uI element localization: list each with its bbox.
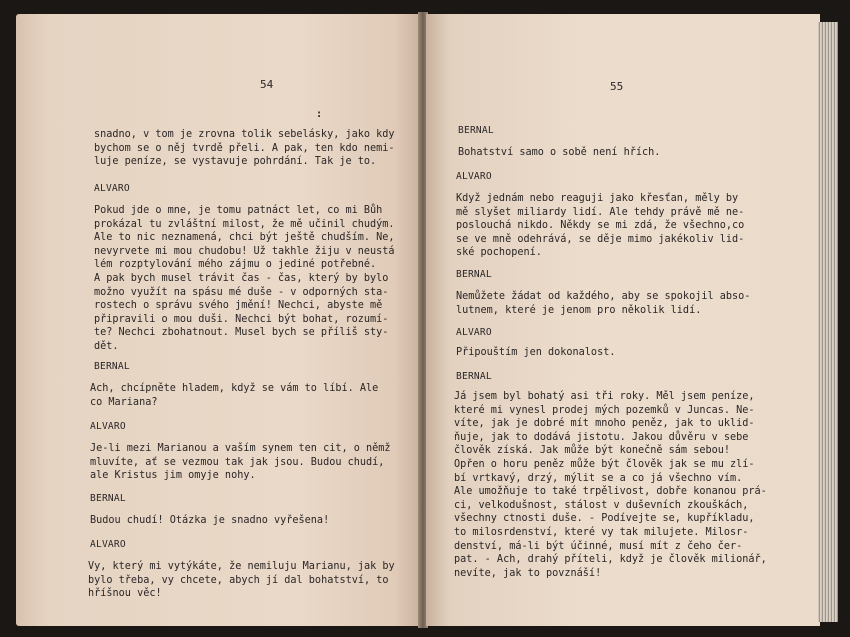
line: ci, velkodušnost, stálost v duševních zkouškách, (454, 499, 749, 511)
paragraph (456, 346, 615, 360)
paragraph (90, 382, 378, 409)
page-number: 54 (260, 78, 274, 91)
paragraph (90, 442, 391, 483)
paragraph (94, 204, 395, 354)
line: to milosrdenství, které vy tak milujete. Milosr- (454, 526, 749, 538)
line: hříšnou věc! (88, 588, 162, 600)
paragraph (90, 514, 329, 528)
speaker-name: ALVARO (90, 539, 126, 550)
paragraph (94, 128, 395, 169)
line: možno využít na spásu mé duše - v odporných sta- (94, 286, 389, 298)
speaker-name: BERNAL (94, 361, 130, 372)
paragraph (456, 192, 744, 260)
speaker-name: BERNAL (456, 269, 492, 280)
line: Opřen o horu peněz může být člověk jak se mu zlí- (454, 458, 755, 470)
line: Ale to nic neznamená, chci být ještě chudším. Ne, (94, 232, 395, 244)
line: Nemůžete žádat od každého, aby se spokojil abso- (456, 291, 751, 302)
speaker-name: BERNAL (458, 125, 494, 136)
paragraph (88, 560, 395, 601)
line: mluvíte, ať se vezmou tak jak jsou. Budou chudí, (90, 456, 385, 468)
line: Vy, který mi vytýkáte, že nemiluju Marianu, jak by (88, 561, 395, 572)
page-edges (818, 22, 838, 622)
line: víte, jak je dobré mít mnoho peněz, jak to uklid- (454, 418, 755, 430)
speaker-name: ALVARO (90, 421, 126, 432)
line: pat. - Ach, drahý příteli, když je člověk milionář, (454, 554, 767, 566)
stray-mark: : (316, 109, 323, 120)
line: luje peníze, se vystavuje pohrdání. Tak je to. (94, 156, 377, 168)
paragraph (456, 290, 750, 317)
line: ské pochopení. (456, 247, 542, 259)
line: Když jednám nebo reaguji jako křesťan, měly by (456, 193, 739, 204)
paragraph (458, 146, 660, 160)
line: lutnem, které je jenom pro několik lidí. (456, 304, 702, 316)
line: prokázal tu zvláštní milost, že mě učinil chudým. (94, 218, 395, 230)
line: Budou chudí! Otázka je snadno vyřešena! (90, 515, 330, 526)
line: člověk získá. Jak může být konečně sám sebou! (454, 445, 731, 457)
line: rostech o správu svého jmění! Nechci, abyste mě (94, 300, 383, 312)
line: ale Kristus jim omyje nohy. (90, 470, 256, 482)
line: Připouštím jen dokonalost. (456, 347, 616, 358)
paragraph (454, 390, 767, 580)
line: Ale umožňuje to také trpělivost, dobře konanou prá- (454, 486, 767, 498)
page-number: 55 (610, 80, 624, 93)
line: mě slyšet miliardy lidí. Ale tehdy právě mě ne- (456, 206, 745, 218)
speaker-name: ALVARO (456, 327, 492, 338)
line: A pak bych musel trávit čas - čas, který by bylo (94, 272, 389, 284)
line: te? Nechci zbohatnout. Musel bych se příliš sty- (94, 327, 389, 339)
line: které mi vynesl prodej mých pozemků v Juncas. Ne- (454, 404, 755, 416)
line: se ve mně odehrává, se děje mimo jakékoliv lid- (456, 233, 745, 245)
line: dět. (94, 340, 119, 352)
right-page (426, 14, 820, 626)
line: všechny ctnosti duše. - Podívejte se, kupříkladu, (454, 513, 755, 525)
line: poslouchá nikdo. Někdy se mi zdá, že všechno,co (456, 220, 745, 232)
line: denství, má-li být účinné, musí mít z čeho čer- (454, 540, 743, 552)
line: Pokud jde o mne, je tomu patnáct let, co mi Bůh (94, 205, 383, 216)
line: nevíte, jak to povznáší! (454, 567, 602, 579)
line: Je-li mezi Marianou a vaším synem ten cit, o němž (90, 443, 391, 454)
line: Ach, chcípněte hladem, když se vám to líbí. Ale (90, 383, 379, 394)
speaker-name: BERNAL (90, 493, 126, 504)
line: Bohatství samo o sobě není hřích. (458, 147, 661, 158)
speaker-name: ALVARO (94, 183, 130, 194)
line: Já jsem byl bohatý asi tři roky. Měl jsem peníze, (454, 391, 755, 402)
line: ňuje, jak to dodává jistotu. Jakou důvěru v sebe (454, 431, 749, 443)
line: bychom se o něj tvrdě přeli. A pak, ten kdo nemi- (94, 142, 395, 154)
line: snadno, v tom je zrovna tolik sebelásky, jako kdy (94, 129, 395, 140)
speaker-name: BERNAL (456, 371, 492, 382)
line: nevyrvete mi mou chudobu! Už takhle žiju v neustá (94, 245, 395, 257)
line: co Mariana? (90, 396, 158, 408)
line: lém rozptylování mého zájmu o jediné potřebné. (94, 259, 377, 271)
speaker-name: ALVARO (456, 171, 492, 182)
line: připravili o mou duši. Nechci být bohat, rozumí- (94, 313, 389, 325)
left-page (16, 14, 420, 626)
line: bí vrtkavý, drzý, mýlit se a co já všechno vím. (454, 472, 743, 484)
line: bylo třeba, vy chcete, abych jí dal bohatství, to (88, 574, 389, 586)
